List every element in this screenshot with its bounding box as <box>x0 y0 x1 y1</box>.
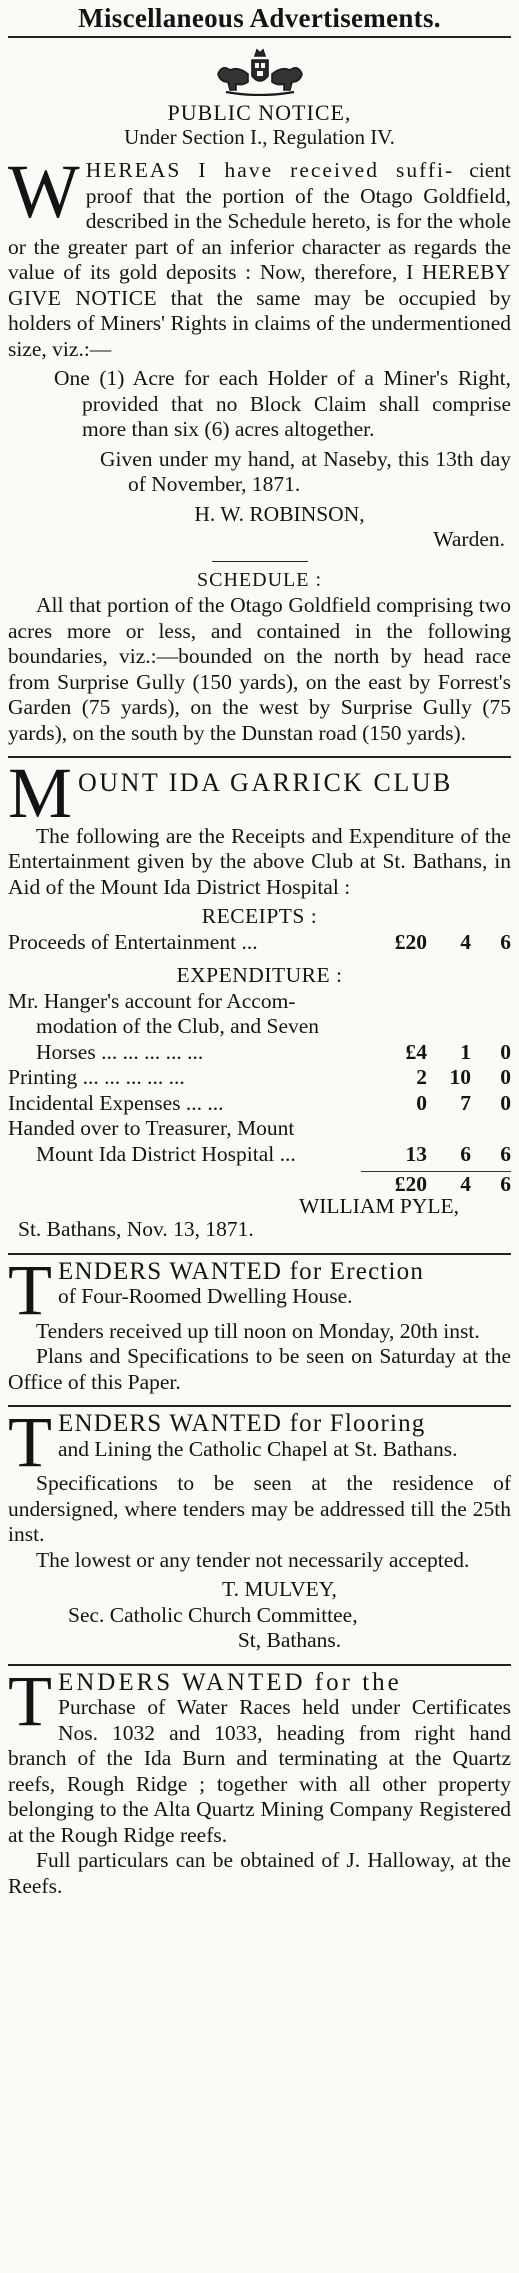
notice-body-tail: that the same may be occupied by holders of Miners' Rights in claims of the undermentioned size, viz.:— <box>8 285 512 361</box>
notice-drop-cap: W <box>8 150 80 234</box>
tender2-signer-title: Sec. Catholic Church Committee, <box>68 1602 358 1627</box>
expenditure-row <box>8 1065 511 1091</box>
notice-signer-title: Warden. <box>433 527 505 551</box>
club-intro: The following are the Receipts and Expenditure of the Entertainment given by the above Club at St. Bathans, in Aid of the Mount Ida District Hospital : <box>8 823 511 899</box>
tender1-title: ENDERS WANTED for Erection <box>57 1258 425 1285</box>
total-pence: 6 <box>500 1172 511 1196</box>
club-signer: WILLIAM PYLE, <box>298 1193 459 1218</box>
tender3-drop-cap: T <box>8 1669 52 1741</box>
expenditure-heading: EXPENDITURE : <box>176 963 343 987</box>
notice-body <box>8 150 512 362</box>
notice-body-lead: HEREAS I have received suffi- <box>85 158 455 182</box>
tender2-line2: and Lining the Catholic Chapel at St. Bathans. <box>57 1436 458 1461</box>
tender-catholic-chapel <box>8 1411 511 1654</box>
schedule-divider <box>212 561 308 562</box>
expenditure-leader: ... ... ... ... ... <box>95 1039 204 1064</box>
tender2-paragraph-1: Specifications to be seen at the residence of undersigned, where tenders may be addressed till the 25th inst. <box>8 1471 511 1546</box>
handed-over-line-1: Handed over to Treasurer, Mount <box>8 1116 295 1140</box>
section-masthead: Miscellaneous Advertisements. <box>78 3 441 33</box>
tender3-line2: Purchase of Water Races held under Certificates Nos. 1032 and 1033, heading from right hand branch of the Ida Burn and terminating at the Quartz reefs, Rough Ridge ; together with all other property belonging to the Alta Quartz Mining Company Registered at the Rough Ridge reefs. <box>8 1695 511 1847</box>
expenditure-pounds: £4 <box>405 1039 427 1064</box>
tender2-signer-place: St, Bathans. <box>237 1628 342 1652</box>
notice-body-text: cient proof that the portion of the Otago Goldfield, described in the Schedule hereto, is for the whole or the greater part of an inferior character as regards the value of its gold deposits : Now, therefore, I <box>8 158 511 284</box>
notice-body-emphasis: HEREBY GIVE NOTICE <box>8 260 512 310</box>
club-drop-cap: M <box>8 762 73 824</box>
schedule-heading: SCHEDULE : <box>197 568 322 591</box>
club-heading <box>8 762 511 824</box>
expenditure-hanger-line-2: modation of the Club, and Seven <box>36 1014 320 1038</box>
total-pounds: £20 <box>394 1172 427 1196</box>
club-dateline: St. Bathans, Nov. 13, 1871. <box>18 1217 254 1241</box>
handed-over-row <box>8 1142 511 1168</box>
tender2-paragraph-2: The lowest or any tender not necessarily accepted. <box>36 1547 470 1572</box>
expenditure-shillings: 10 <box>449 1065 471 1089</box>
expenditure-pence: 0 <box>500 1039 511 1064</box>
club-title: OUNT IDA GARRICK CLUB <box>78 768 453 797</box>
expenditure-hanger-line-1: Mr. Hanger's account for Accom- <box>8 988 296 1013</box>
notice-subtitle: Under Section I., Regulation IV. <box>124 125 395 149</box>
receipt-label: Proceeds of Entertainment <box>8 929 237 954</box>
tender-dwelling-house <box>8 1259 511 1396</box>
handed-over-label: Mount Ida District Hospital <box>36 1141 275 1166</box>
tender3-title: ENDERS WANTED for the <box>57 1669 402 1696</box>
expenditure-pence: 0 <box>500 1090 511 1115</box>
public-notice <box>8 100 511 746</box>
royal-coat-of-arms-icon <box>208 44 312 96</box>
notice-title: PUBLIC NOTICE, <box>167 100 352 125</box>
handed-over-leader: ... <box>274 1141 296 1166</box>
handed-over-pounds: 13 <box>405 1141 427 1166</box>
total-shillings: 4 <box>460 1172 471 1196</box>
notice-clause: One (1) Acre for each Holder of a Miner's Right, provided that no Block Claim shall comprise more than six (6) acres altogether. <box>54 366 511 441</box>
tender1-line2: of Four-Roomed Dwelling House. <box>57 1284 353 1308</box>
expenditure-row <box>8 1040 511 1066</box>
receipt-row <box>8 930 511 956</box>
tender-water-races <box>8 1670 511 1900</box>
tender2-title: ENDERS WANTED for Flooring <box>57 1411 426 1437</box>
expenditure-pounds: 0 <box>416 1090 427 1115</box>
expenditure-leader: ... ... <box>180 1090 224 1115</box>
handed-over-pence: 6 <box>500 1141 511 1166</box>
expenditure-shillings: 7 <box>460 1090 471 1115</box>
notice-signer: H. W. ROBINSON, <box>194 501 365 526</box>
expenditure-row <box>8 1091 511 1117</box>
expenditure-label: Horses <box>36 1039 96 1064</box>
tender3-paragraph-1: Full particulars can be obtained of J. Halloway, at the Reefs. <box>8 1848 511 1898</box>
masthead-rule <box>8 36 511 38</box>
expenditure-leader: ... ... ... ... ... <box>77 1065 185 1089</box>
schedule-text: All that portion of the Otago Goldfield comprising two acres more or less, and contained in the following boundaries, viz.:—bounded on the north by head race from Surprise Gully (150 yards), on the east by Forrest's Garden (75 yards), on the west by Surprise Gully (75 yards), on the south by the Dunstan road (150 yards). <box>8 593 511 745</box>
receipts-heading: RECEIPTS : <box>201 904 318 928</box>
expenditure-label: Printing <box>8 1065 78 1089</box>
expenditure-label: Incidental Expenses <box>8 1090 181 1115</box>
tender1-paragraph-2: Plans and Specifications to be seen on Saturday at the Office of this Paper. <box>8 1344 511 1394</box>
tender1-drop-cap: T <box>8 1258 52 1319</box>
handed-over-shillings: 6 <box>460 1141 471 1166</box>
receipt-leader: ... <box>236 929 258 954</box>
expenditure-pounds: 2 <box>416 1065 427 1089</box>
tender2-drop-cap: T <box>8 1411 52 1471</box>
garrick-club-ad <box>8 762 511 1243</box>
expenditure-shillings: 1 <box>460 1039 471 1064</box>
receipt-pence: 6 <box>500 929 511 954</box>
tender2-signer: T. MULVEY, <box>222 1577 337 1601</box>
receipt-shillings: 4 <box>460 929 471 954</box>
tender1-paragraph-1: Tenders received up till noon on Monday, 20th inst. <box>36 1318 480 1343</box>
expenditure-pence: 0 <box>500 1065 511 1089</box>
receipt-pounds: £20 <box>394 929 427 954</box>
notice-given: Given under my hand, at Naseby, this 13th day of November, 1871. <box>100 446 511 496</box>
